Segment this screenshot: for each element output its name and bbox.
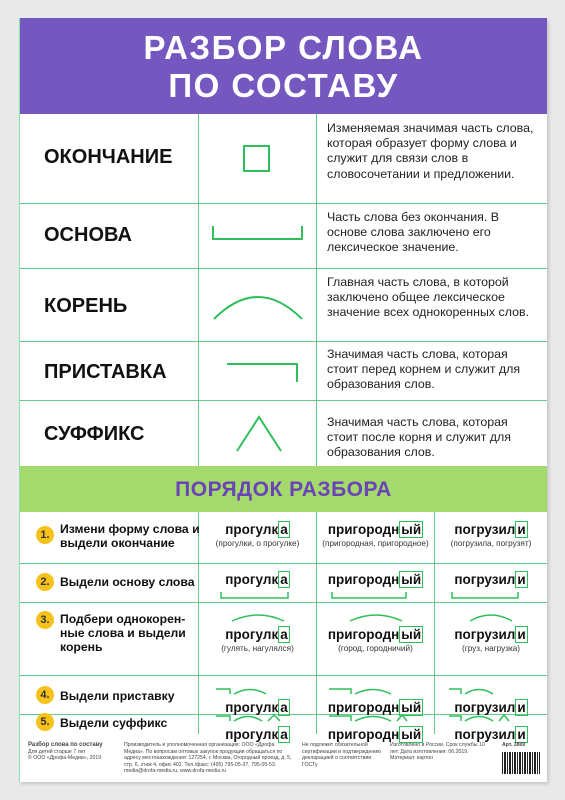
prefix-mark [321,687,431,695]
ending-box: и [517,522,526,537]
word-base: прогулк [225,700,279,715]
example-word [435,522,547,548]
footer-made: Изготовлено в России. Срок службы 10 лет. Дата изготовления: 06.2019. Материал: картон [390,742,485,761]
example-word [317,572,434,605]
ending-square-icon [242,144,272,174]
ending-box: ый [401,627,422,642]
example-word [435,572,547,605]
word-base: погрузил [454,522,516,537]
step-number-badge: 3. [36,611,54,629]
prefix-mark [208,687,308,695]
footer-copyright: © ООО «Дрофа-Медиа», 2019 [28,755,102,761]
stem-bracket-icon [210,224,306,244]
barcode-icon [502,752,540,774]
word-base: пригородн [327,572,400,587]
word-base: пригородн [327,627,400,642]
ending-box: а [280,700,288,715]
root-arc-icon [210,289,306,323]
ending-box: ый [401,700,422,715]
ending-box: ый [401,727,422,742]
step-text: Выдели суффикс [60,716,168,730]
poster [19,18,547,782]
definition-row-root [20,269,547,342]
word-base: прогулк [225,627,279,642]
footer-product: Разбор слова по составу [28,742,103,748]
definition-text: Значимая часть слова, которая стоит перед корнем и служит для образования слов. [327,347,521,392]
footer-maker: Производитель и уполномоченная организация: ООО «Дрофа Медиа». По вопросам оптовых закупок продукции обращаться по адресу местонахождения: 127254, г. Москва, Огородный проезд, д. 5, стр. 6, этаж 4, офис 402. Тел./факс: (495) 795-05-37, 795-05-53. media@drofa-media.ru, www.drofa-media.ru [124,742,292,774]
definition-text: Главная часть слова, в которой заключено общее лексическое значение всех однокоренных слов. [327,275,530,320]
step-text: Подбери однокорен-ные слова и выдели корень [60,612,186,654]
ending-box: а [280,522,288,537]
ending-box: а [280,727,288,742]
suffix-mark [321,714,431,722]
suffix-mark [441,714,541,722]
term-prefix: ПРИСТАВКА [44,361,167,383]
definition-row-stem [20,204,547,269]
suffix-mark [208,714,308,722]
definition-text: Часть слова без окончания. В основе слова заключено его лексическое значение. [327,210,500,255]
example-word [199,572,316,605]
step-number-badge: 2. [36,573,54,591]
word-forms: (пригородная, пригородное) [322,539,429,548]
term-suffix: СУФФИКС [44,423,145,445]
word-base: пригородн [327,700,400,715]
ending-box: ый [401,572,422,587]
definition-text: Значимая часть слова, которая стоит после корня и служит для образования слов. [327,415,511,460]
term-ending: ОКОНЧАНИЕ [44,146,173,168]
definition-row-prefix [20,342,547,401]
word-base: погрузил [454,572,516,587]
ending-box: и [517,572,526,587]
step-text: Измени форму слова и выдели окончание [60,522,200,550]
ending-box: и [517,627,526,642]
word-base: прогулк [225,522,279,537]
step-row-2 [20,564,547,603]
ending-box: а [280,627,288,642]
footer-article: Арт. 3800 [502,742,526,748]
step-row-3 [20,603,547,676]
definition-text: Изменяемая значимая часть слова, которая образует форму слова и служит для связи слов в словосочетании и предложении. [327,121,534,181]
prefix-hook-icon [225,360,301,384]
footer-age: Для детей старше 7 лет [28,748,86,755]
definition-row-ending [20,114,547,204]
root-mark [466,613,516,622]
example-word [199,609,316,653]
word-forms: (погрузила, погрузят) [450,539,532,548]
ending-box: и [517,700,526,715]
step-text: Выдели приставку [60,689,175,703]
word-base: прогулк [225,572,279,587]
step-number-badge: 5. [36,713,54,731]
step-row-1 [20,512,547,564]
root-mark [228,613,288,622]
footer [20,736,547,782]
order-heading-bar [20,466,547,512]
word-base: погрузил [454,727,516,742]
title-line-2: ПО СОСТАВУ [168,67,399,104]
word-forms: (прогулки, о прогулке) [215,539,300,548]
definition-row-suffix [20,401,547,465]
stem-mark [213,592,303,600]
example-word [317,522,434,548]
ending-box: и [517,727,526,742]
title-banner [20,18,547,114]
footer-cert: Не подлежит обязательной сертификации и подтверждению декларацией о соответствии ГОСТу [302,742,381,768]
word-base: прогулк [225,727,279,742]
stem-mark [326,592,426,600]
stem-mark [446,592,536,600]
order-heading: ПОРЯДОК РАЗБОРА [175,478,392,501]
word-base: пригородн [327,727,400,742]
example-word [199,522,316,548]
example-word [317,609,434,653]
related-words: (груз, нагрузка) [462,644,520,653]
step-row-5 [20,715,547,742]
root-mark [346,613,406,622]
prefix-mark [441,687,541,695]
related-words: (город, городничий) [338,644,413,653]
step-number-badge: 1. [36,526,54,544]
suffix-caret-icon [234,413,284,455]
word-base: погрузил [454,700,516,715]
ending-box: а [280,572,288,587]
word-base: погрузил [454,627,516,642]
example-word [435,609,547,653]
word-base: пригородн [327,522,400,537]
term-stem: ОСНОВА [44,224,132,246]
step-number-badge: 4. [36,686,54,704]
related-words: (гулять, нагулялся) [221,644,294,653]
term-root: КОРЕНЬ [44,295,128,317]
step-text: Выдели основу слова [60,575,195,589]
ending-box: ый [401,522,422,537]
title-line-1: РАЗБОР СЛОВА [143,29,424,66]
